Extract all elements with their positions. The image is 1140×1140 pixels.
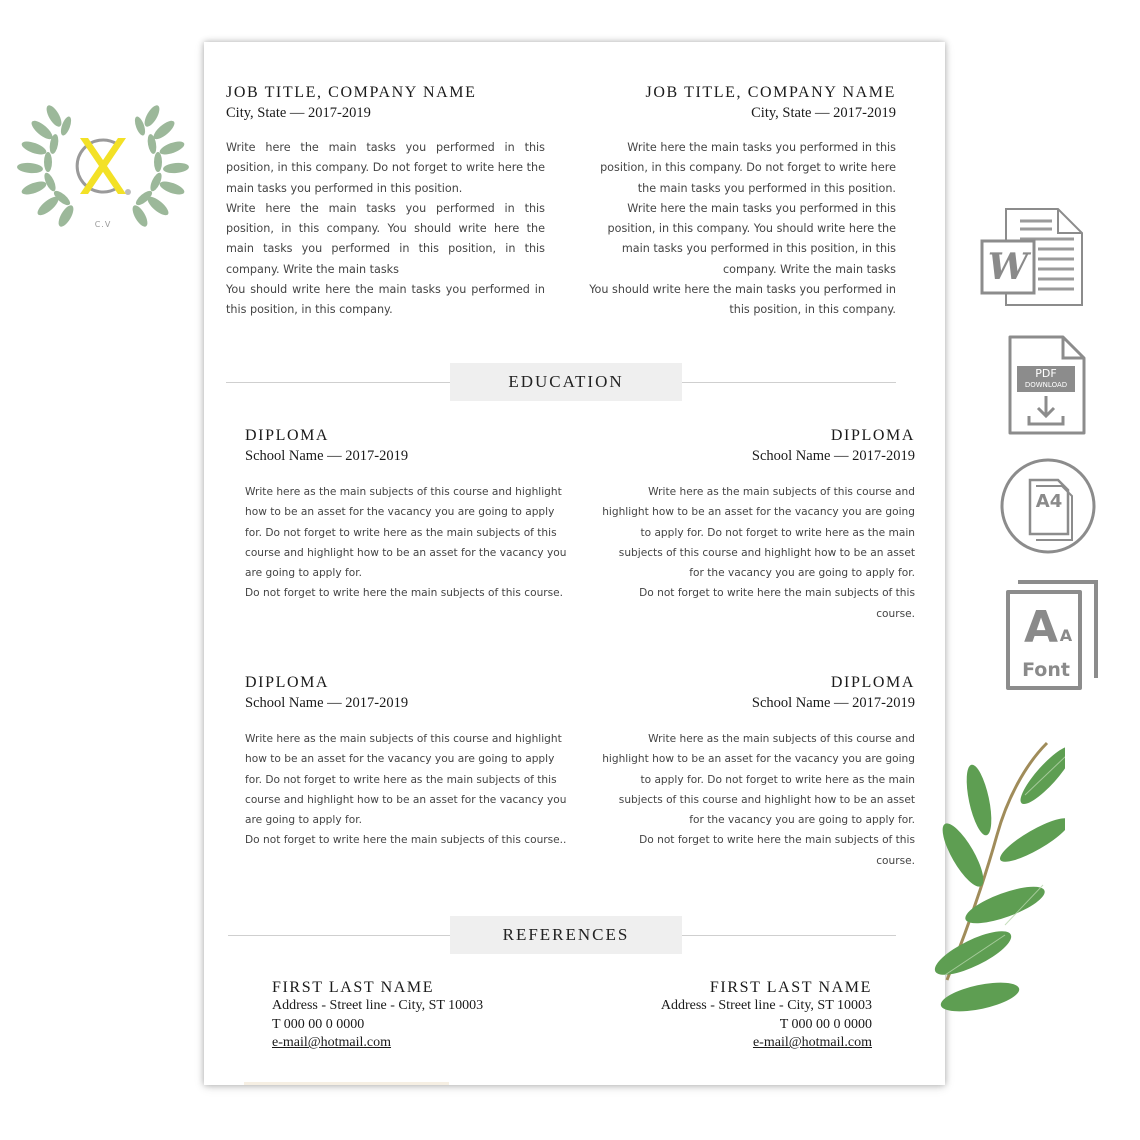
job-paragraph: You should write here the main tasks you performed in this position, in this company. [589, 283, 896, 317]
laurel-wreath-icon [14, 96, 192, 236]
leaf-branch-decoration [925, 735, 1065, 1035]
education-entry [601, 674, 915, 871]
job-location-dates: City, State — 2017-2019 [751, 105, 896, 121]
reference-address: Address - Street line - City, ST 10003 [272, 998, 484, 1013]
reference-phone: T 000 00 0 0000 [272, 1016, 365, 1032]
experience-entry-left [226, 84, 545, 321]
course-paragraph: Do not forget to write here the main subjects of this course. [639, 587, 915, 620]
job-paragraph: You should write here the main tasks you performed in this position, in this company. [226, 283, 545, 317]
reference-address: Address - Street line - City, ST 10003 [660, 998, 872, 1013]
word-letter: W [987, 246, 1029, 288]
job-paragraph: Write here the main tasks you performed in this position, in this company. You should write here the main tasks you performed in this position, in this company. Write the main tasks [226, 201, 545, 276]
education-entry [245, 674, 570, 851]
cv-logo [14, 96, 192, 236]
job-paragraph: Write here the main tasks you performed in this position, in this company. Do not forget to write here the main tasks you performed in this position. [226, 141, 545, 195]
resume-page [204, 42, 945, 1085]
education-heading: EDUCATION [450, 363, 682, 401]
school-dates: School Name — 2017-2019 [751, 695, 915, 711]
pdf-download-icon [1007, 334, 1087, 436]
font-big-letter: A [1023, 602, 1059, 653]
job-paragraph: Write here the main tasks you performed in this position, in this company. Do not forget to write here the main tasks you performed in this position. [600, 141, 896, 195]
course-paragraph: Write here as the main subjects of this course and highlight how to be an asset for the vacancy you are going to apply for. Do not forget to write here as the main subjects of this course and highlight how to be an asset for the vacancy you are going to apply for. [602, 486, 915, 580]
logo-caption: C.V [94, 220, 112, 229]
font-small-letter: A [1059, 626, 1073, 645]
course-description [601, 729, 915, 871]
reference-entry [272, 979, 532, 1053]
font-icon [1004, 578, 1100, 692]
experience-entry-right [579, 84, 896, 321]
reference-phone: T 000 00 0 0000 [779, 1016, 872, 1032]
a4-label: A4 [1035, 491, 1063, 512]
reference-entry [612, 979, 872, 1053]
course-paragraph: Do not forget to write here the main subjects of this course.. [245, 834, 567, 847]
school-dates: School Name — 2017-2019 [751, 448, 915, 464]
job-description [226, 138, 545, 321]
pdf-sublabel: DOWNLOAD [1024, 381, 1068, 389]
course-description [601, 482, 915, 624]
course-paragraph: Write here as the main subjects of this course and highlight how to be an asset for the vacancy you are going to apply for. Do not forget to write here as the main subjects of this course and highlight how to be an asset for the vacancy you are going to apply for. [602, 733, 915, 827]
course-description [245, 729, 570, 851]
job-title: JOB TITLE, COMPANY NAME [645, 84, 896, 101]
page-bottom-tint [244, 1082, 449, 1085]
reference-email-link[interactable]: e-mail@hotmail.com [272, 1035, 392, 1050]
course-paragraph: Do not forget to write here the main subjects of this course. [245, 587, 564, 600]
education-entry [245, 427, 570, 604]
education-entry [601, 427, 915, 624]
references-heading: REFERENCES [450, 916, 682, 954]
font-label: Font [1022, 659, 1070, 681]
course-description [245, 482, 570, 604]
course-paragraph: Write here as the main subjects of this course and highlight how to be an asset for the vacancy you are going to apply for. Do not forget to write here as the main subjects of this course and highlight how to be an asset for the vacancy you are going to apply for. [245, 486, 567, 580]
reference-email-link[interactable]: e-mail@hotmail.com [752, 1035, 872, 1050]
job-location-dates: City, State — 2017-2019 [226, 105, 371, 121]
a4-paper-icon [998, 456, 1098, 556]
diploma-title: DIPLOMA [830, 427, 915, 444]
word-document-icon [980, 207, 1084, 307]
diploma-title: DIPLOMA [245, 427, 330, 444]
pdf-label: PDF [1035, 367, 1057, 380]
course-paragraph: Write here as the main subjects of this course and highlight how to be an asset for the vacancy you are going to apply for. Do not forget to write here as the main subjects of this course and highlight how to be an asset for the vacancy you are going to apply for. [245, 733, 567, 827]
course-paragraph: Do not forget to write here the main subjects of this course. [639, 834, 915, 867]
reference-name: FIRST LAST NAME [272, 979, 435, 996]
job-title: JOB TITLE, COMPANY NAME [226, 84, 477, 101]
school-dates: School Name — 2017-2019 [245, 448, 409, 464]
job-description [579, 138, 896, 321]
school-dates: School Name — 2017-2019 [245, 695, 409, 711]
diploma-title: DIPLOMA [830, 674, 915, 691]
reference-name: FIRST LAST NAME [709, 979, 872, 996]
job-paragraph: Write here the main tasks you performed in this position, in this company. You should write here the main tasks you performed in this position, in this company. Write the main tasks [607, 201, 896, 276]
diploma-title: DIPLOMA [245, 674, 330, 691]
